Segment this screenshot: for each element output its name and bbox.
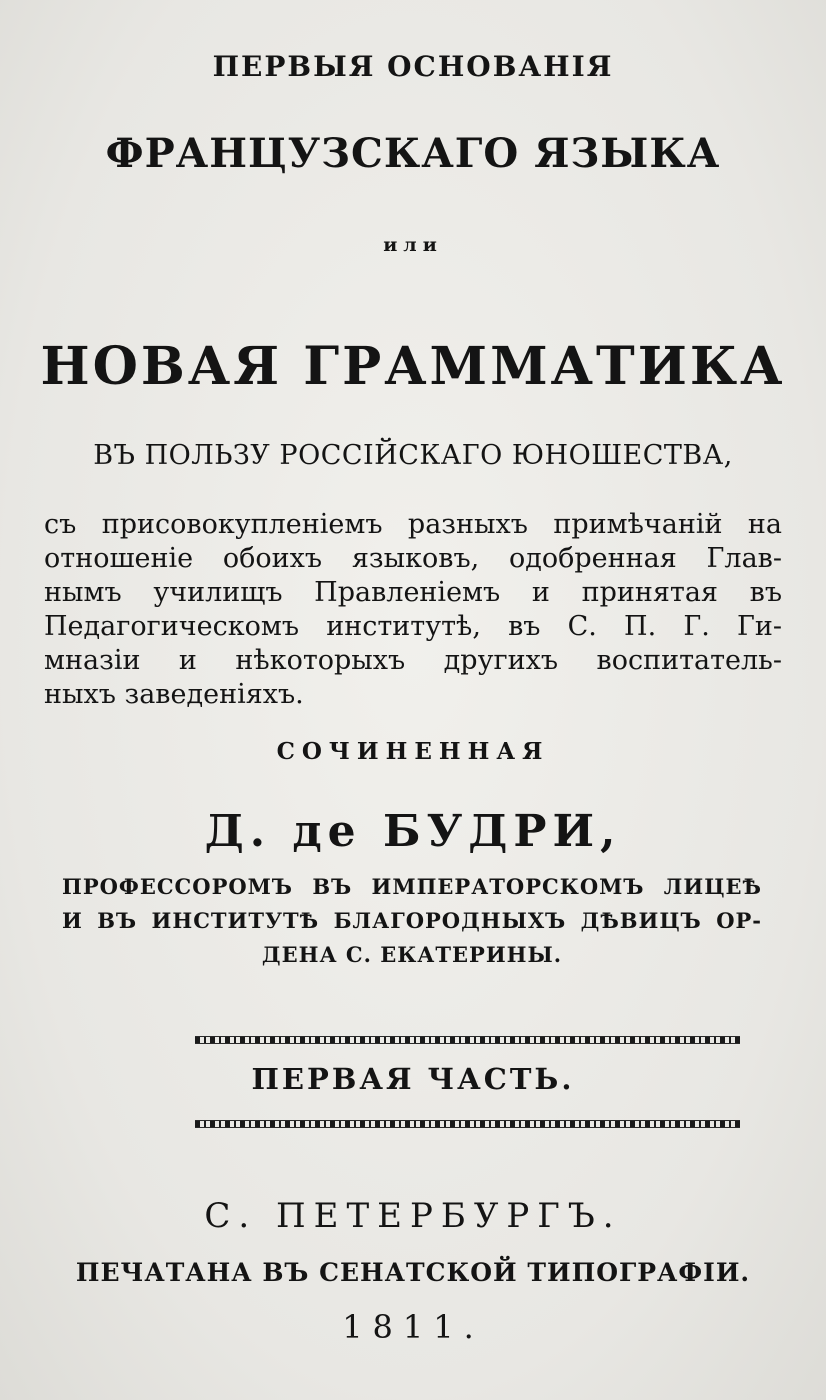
- author-titles: [62, 870, 762, 972]
- description-line: нымъ училищъ Правленіемъ и принятая въ: [44, 577, 782, 608]
- ornamental-rule-bottom: [195, 1120, 740, 1128]
- ornamental-rule-top: [195, 1036, 740, 1044]
- description-line: отношеніе обоихъ языковъ, одобренная Глав-: [44, 543, 782, 574]
- header-first-foundations: ПЕРВЫЯ ОСНОВАНІЯ: [212, 50, 614, 83]
- conjunction-or: или: [383, 234, 443, 256]
- description-line: съ присовокупленіемъ разныхъ примѣчаній на: [44, 509, 782, 540]
- description-paragraph: [44, 508, 782, 712]
- description-line: Педагогическомъ институтѣ, въ С. П. Г. Ги-: [44, 611, 782, 642]
- publication-city: С. ПЕТЕРБУРГЪ.: [204, 1196, 622, 1236]
- author-title-line: И ВЪ ИНСТИТУТѢ БЛАГОРОДНЫХЪ ДѢВИЦЪ ОР-: [62, 908, 762, 933]
- author-name: Д. де БУДРИ,: [204, 806, 622, 857]
- description-line: ныхъ заведеніяхъ.: [44, 679, 304, 710]
- header-french-language: ФРАНЦУЗСКАГО ЯЗЫКА: [105, 130, 721, 177]
- part-label: ПЕРВАЯ ЧАСТЬ.: [251, 1062, 575, 1096]
- description-line: мназіи и нѣкоторыхъ другихъ воспитатель-: [44, 645, 782, 676]
- author-title-line: ПРОФЕССОРОМЪ ВЪ ИМПЕРАТОРСКОМЪ ЛИЦЕѢ: [62, 874, 762, 899]
- printer-line: ПЕЧАТАНА ВЪ СЕНАТСКОЙ ТИПОГРАФІИ.: [75, 1258, 751, 1287]
- publication-year: 1811.: [342, 1308, 484, 1346]
- subtitle-for-youth: ВЪ ПОЛЬЗУ РОССІЙСКАГО ЮНОШЕСТВА,: [93, 440, 733, 471]
- main-title-new-grammar: НОВАЯ ГРАММАТИКА: [40, 336, 786, 397]
- composed-by-label: СОЧИНЕННАЯ: [276, 738, 550, 765]
- author-title-line: ДЕНА С. ЕКАТЕРИНЫ.: [261, 942, 563, 967]
